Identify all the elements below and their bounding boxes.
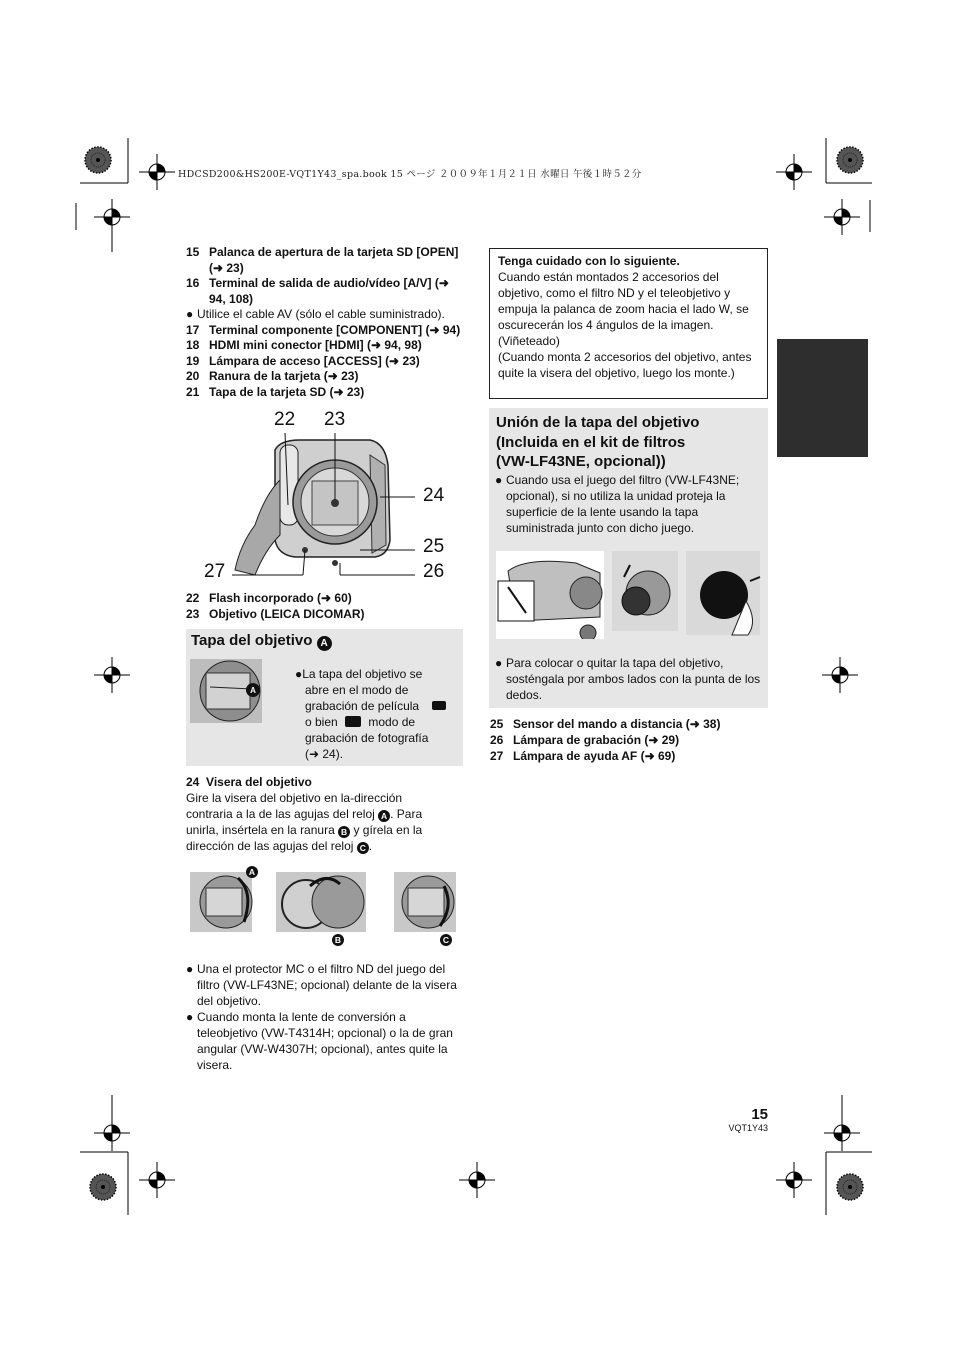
- note-bullet: ● Cuando usa el juego del filtro (VW-LF43NE; opcional), si no utiliza la unidad proteja la superficie de la lente usando la tapa suministrada junto con dicho juego.: [495, 473, 740, 535]
- camera-front-drawing: [200, 405, 460, 585]
- marker-c-icon: C: [440, 934, 452, 946]
- callout-27: 27: [204, 561, 226, 582]
- visor-steps-drawing: [188, 866, 463, 950]
- caution-box: Tenga cuidado con lo siguiente. Cuando están montados 2 accesorios del objetivo, como el filtro ND y el teleobjetivo y empuja la palanca de zoom hacia el lado W, se oscurecerán los 4 ángulos de la imagen. (Viñeteado) (Cuando monta 2 accesorios del objetivo, antes quite la visera del objetivo, luego los monte.): [489, 248, 768, 399]
- note-bullet: ● Una el protector MC o el filtro ND del juego del filtro (VW-LF43NE; opcional) delante de la visera del objetivo.: [186, 962, 457, 1008]
- list-item: 20 Ranura de la tarjeta (➜ 23): [186, 369, 359, 383]
- marker-a-icon: A: [378, 810, 390, 822]
- right-list: [490, 716, 770, 764]
- marker-b-icon: B: [338, 826, 350, 838]
- note-bullet: ● Para colocar o quitar la tapa del objetivo, sosténgala por ambos lados con la punta de los dedos.: [495, 656, 761, 702]
- marker-b-icon: B: [332, 934, 344, 946]
- visor-section: 24 Visera del objetivo Gire la visera del objetivo en la-dirección contraria a la de las agujas del reloj A . Para unirla, insértela en la ranura B y gírela en la dirección de las agujas del reloj C .: [186, 775, 423, 853]
- lens-cap-photo: [190, 659, 262, 723]
- list-item: 23 Objetivo (LEICA DICOMAR): [186, 606, 365, 621]
- list-item: 15 Palanca de apertura de la tarjeta SD [OPEN] (➜ 23): [186, 245, 459, 275]
- list-item: 26 Lámpara de grabación (➜ 29): [490, 733, 680, 747]
- list-item: 22 Flash incorporado (➜ 60): [186, 591, 352, 605]
- callout-24: 24: [423, 485, 445, 506]
- callout-22: 22: [274, 409, 296, 430]
- section-title: Unión de la tapa del objetivo (Incluida en el kit de filtros (VW-LF43NE, opcional)): [496, 414, 700, 470]
- lens-cap-note: ●La tapa del objetivo se abre en el modo de grabación de película o bien modo de grabación de fotografía (➜ 24).: [295, 666, 460, 762]
- page-code: VQT1Y43: [728, 1123, 768, 1133]
- list-item: 19 Lámpara de acceso [ACCESS] (➜ 23): [186, 353, 420, 368]
- callout-23: 23: [324, 409, 346, 430]
- callout-25: 25: [423, 536, 445, 557]
- movie-mode-icon: [432, 701, 446, 710]
- list-item: 27 Lámpara de ayuda AF (➜ 69): [490, 749, 676, 763]
- list-item: 25 Sensor del mando a distancia (➜ 38): [490, 717, 721, 731]
- list-item: 17 Terminal componente [COMPONENT] (➜ 94): [186, 322, 461, 337]
- visor-illustrations: [188, 866, 463, 950]
- chapter-tab: [777, 339, 868, 457]
- list-item: 21 Tapa de la tarjeta SD (➜ 23): [186, 384, 365, 399]
- left-column: [186, 245, 466, 400]
- print-header: HDCSD200&HS200E-VQT1Y43_spa.book 15 ページ ２００９年１月２１日 水曜日 午後１時５２分: [178, 169, 642, 180]
- marker-a-icon: A: [317, 636, 332, 651]
- callout-26: 26: [423, 561, 445, 582]
- lens-cap-section: [186, 629, 463, 766]
- union-section: [489, 408, 768, 708]
- camera-mode-icon: [345, 716, 361, 727]
- marker-c-icon: C: [357, 842, 369, 854]
- note-bullet: ● Cuando monta la lente de conversión a teleobjetivo (VW-T4314H; opcional) o la de gran angular (VW-W4307H; opcional), antes quite la visera.: [186, 1010, 453, 1072]
- mid-list: [186, 591, 466, 622]
- list-item: 18 HDMI mini conector [HDMI] (➜ 94, 98): [186, 338, 422, 352]
- note-bullet: ● Utilice el cable AV (sólo el cable suministrado).: [186, 307, 445, 321]
- camera-front-illustration: [200, 405, 460, 585]
- page-number: 15: [751, 1106, 768, 1123]
- list-item: 16 Terminal de salida de audio/vídeo [A/V] (➜ 94, 108): [186, 276, 449, 306]
- marker-a-label: A: [250, 686, 256, 695]
- section-title: Tapa del objetivo A: [191, 631, 332, 651]
- lens-cap-attach-photos: [496, 551, 762, 639]
- marker-a-icon: A: [246, 866, 258, 878]
- visor-notes: [186, 961, 466, 1073]
